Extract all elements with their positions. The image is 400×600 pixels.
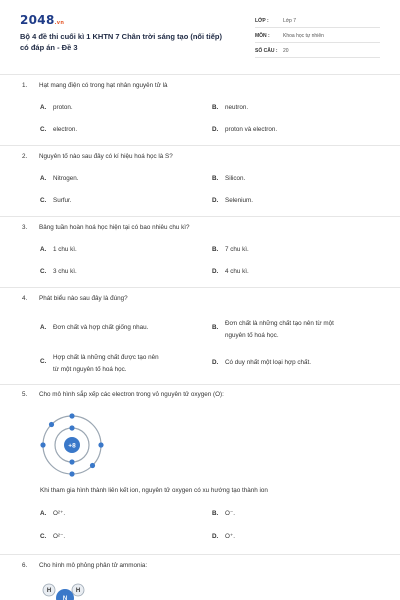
meta-subject: MÔN : Khoa học tự nhiên — [255, 29, 380, 43]
question-5-option-c[interactable]: C. O²⁻. — [40, 533, 66, 540]
question-divider — [0, 384, 400, 385]
question-1-option-a[interactable]: A. proton. — [40, 104, 73, 111]
question-divider — [0, 216, 400, 217]
question-5-option-d[interactable]: D. O⁺. — [212, 533, 235, 540]
header-divider — [0, 74, 400, 75]
meta-class: LỚP : Lớp 7 — [255, 14, 380, 28]
document-header — [0, 0, 400, 76]
electron-outer-6 — [90, 463, 95, 468]
question-1-option-b[interactable]: B. neutron. — [212, 104, 249, 111]
question-3-option-b[interactable]: B. 7 chu kì. — [212, 246, 249, 253]
electron-inner-1 — [69, 425, 74, 430]
question-1-option-c[interactable]: C. electron. — [40, 126, 78, 133]
electron-outer-1 — [69, 413, 74, 418]
question-4-option-d[interactable]: D. Có duy nhất một loại hợp chất. — [212, 359, 312, 366]
hydrogen-label-left: H — [46, 588, 52, 594]
electron-outer-4 — [98, 442, 103, 447]
question-1-option-d[interactable]: D. proton và electron. — [212, 126, 278, 133]
question-4-option-a[interactable]: A. Đơn chất và hợp chất giống nhau. — [40, 324, 149, 331]
question-3-stem: 3. Bảng tuần hoàn hoá học hiện tại có bao nhiêu chu kì? — [22, 224, 190, 231]
electron-outer-2 — [69, 471, 74, 476]
question-2-option-d[interactable]: D. Selenium. — [212, 197, 254, 204]
question-divider — [0, 287, 400, 288]
hydrogen-label-right: H — [75, 588, 81, 594]
question-divider — [0, 554, 400, 555]
ammonia-molecule-diagram — [40, 580, 90, 600]
question-2-option-c[interactable]: C. Surfur. — [40, 197, 72, 204]
question-6-stem: 6. Cho hình mô phỏng phân tử ammonia: — [22, 562, 148, 569]
electron-outer-3 — [40, 442, 45, 447]
question-5-note: Khi tham gia hình thành liên kết ion, nguyên tử oxygen có xu hướng tạo thành ion — [40, 487, 268, 494]
question-divider — [0, 145, 400, 146]
question-3-option-a[interactable]: A. 1 chu kì. — [40, 246, 77, 253]
site-logo[interactable]: 2048.vn — [20, 13, 65, 27]
question-3-option-d[interactable]: D. 4 chu kì. — [212, 268, 249, 275]
question-5-option-b[interactable]: B. O⁻. — [212, 510, 235, 517]
question-2-option-b[interactable]: B. Silicon. — [212, 175, 246, 182]
question-2-option-a[interactable]: A. Nitrogen. — [40, 175, 79, 182]
electron-inner-2 — [69, 459, 74, 464]
question-4-stem: 4. Phát biểu nào sau đây là đúng? — [22, 295, 128, 302]
question-2-stem: 2. Nguyên tố nào sau đây có kí hiệu hoá học là S? — [22, 153, 173, 160]
document-title: Bộ 4 đề thi cuối kì 1 KHTN 7 Chân trời sáng tạo (nối tiếp) có đáp án - Đề 3 — [20, 32, 223, 52]
question-5-option-a[interactable]: A. O²⁺. — [40, 510, 66, 517]
nucleus-charge-label: +8 — [68, 442, 76, 450]
electron-outer-5 — [49, 422, 54, 427]
meta-question-count: SỐ CÂU : 20 — [255, 44, 380, 58]
question-3-option-c[interactable]: C. 3 chu kì. — [40, 268, 77, 275]
document-page: 2048.vn Bộ 4 đề thi cuối kì 1 KHTN 7 Chân trời sáng tạo (nối tiếp) có đáp án - Đề 3 LỚP : Lớp 7 MÔN : Khoa học tự nhiên SỐ CÂU : 20 1. Hạt mang điện có trong hạt nhân nguyên tử là A. proton. B. neutron. C. electron. D. proton và electron. 2. Nguyên tố nào sau đây có kí hiệu hoá học là S? A. Nitrogen. B. Silicon. C. Surfur. D. Selenium. 3. Bảng tuần hoàn hoá học hiện tại có bao nhiêu chu kì? A. 1 chu kì. B. 7 chu kì. C. 3 chu kì. D. 4 chu kì. 4. Phát biểu nào sau đây là đúng? A. Đơn chất và hợp chất giống nhau. B. Đơn chất là những chất tạo nên từ một nguyên tố hoá học. C. Hợp chất là những chất được tạo nên từ một nguyên tố hoá học. D. Có duy nhất một loại hợp chất. 5. Cho mô hình sắp xếp các electron trong vỏ nguyên tử oxygen (O): +8 Khi tham gia hình thành liên kết ion, nguyên tử oxygen có xu hướng tạo thành ion A. O²⁺. B. O⁻. C. O²⁻. D. O⁺. 6. Cho hình mô phỏng phân tử ammonia: N H H — [0, 0, 400, 600]
nitrogen-label: N — [62, 596, 68, 600]
oxygen-atom-diagram — [40, 413, 104, 477]
question-5-stem: 5. Cho mô hình sắp xếp các electron trong vỏ nguyên tử oxygen (O): — [22, 391, 224, 398]
question-1-stem: 1. Hạt mang điện có trong hạt nhân nguyên tử là — [22, 82, 168, 89]
